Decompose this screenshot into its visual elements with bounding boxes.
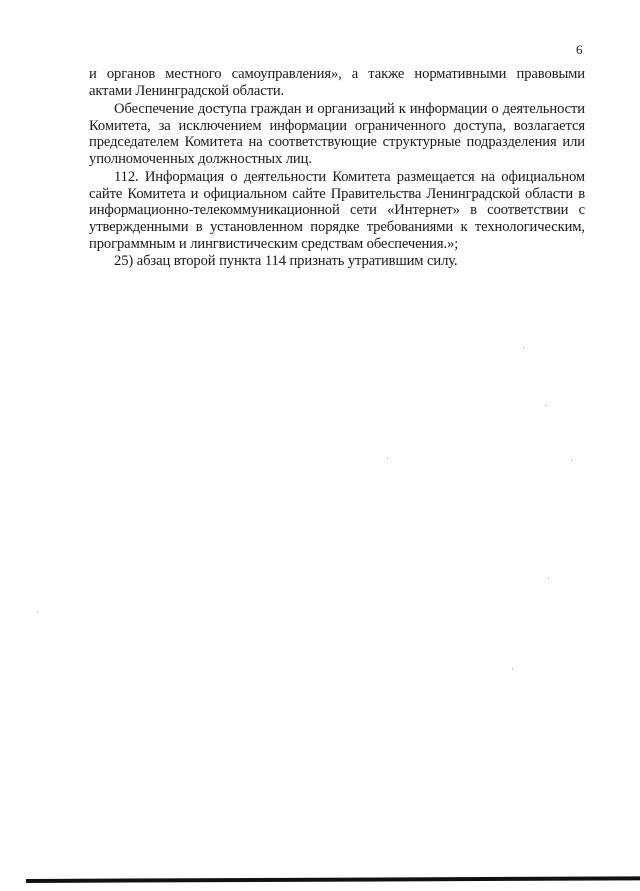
text-line: Обеспечение доступа граждан и организаций к информации о деятельности [114, 101, 585, 117]
scan-border-line [26, 876, 640, 883]
text-line: председателем Комитета на соответствующие структурные подразделения или [89, 134, 585, 151]
paragraph-continuation [89, 66, 585, 99]
paragraph-item-25 [89, 253, 585, 270]
text-line: 112. Информация о деятельности Комитета размещается на официальном [114, 169, 585, 185]
text-line: Комитета, за исключением информации ограниченного доступа, возлагается [89, 117, 585, 134]
text-line: 25) абзац второй пункта 114 признать утратившим силу. [114, 253, 458, 269]
scan-speck [548, 578, 549, 579]
text-line: сайте Комитета и официальном сайте Правительства Ленинградской области в [89, 185, 585, 202]
text-line: утвержденными в установленном порядке требованиями к технологическим, [89, 219, 585, 236]
text-line: уполномоченных должностных лиц. [89, 151, 312, 168]
scan-speck [37, 611, 38, 612]
text-line: информационно-телекоммуникационной сети «Интернет» в соответствии с [89, 202, 585, 219]
text-line: программным и лингвистическим средствам обеспечения.»; [89, 235, 459, 252]
text-line: актами Ленинградской области. [89, 82, 285, 99]
scan-speck [387, 458, 388, 459]
paragraph-item-112 [89, 169, 585, 253]
scan-speck [571, 460, 572, 461]
scan-speck [546, 405, 547, 406]
scan-speck [512, 668, 513, 669]
page-number: 6 [576, 42, 583, 57]
text-line: и органов местного самоуправления», а также нормативными правовыми [89, 66, 585, 82]
paragraph-access [89, 101, 585, 168]
scan-speck [523, 347, 524, 348]
